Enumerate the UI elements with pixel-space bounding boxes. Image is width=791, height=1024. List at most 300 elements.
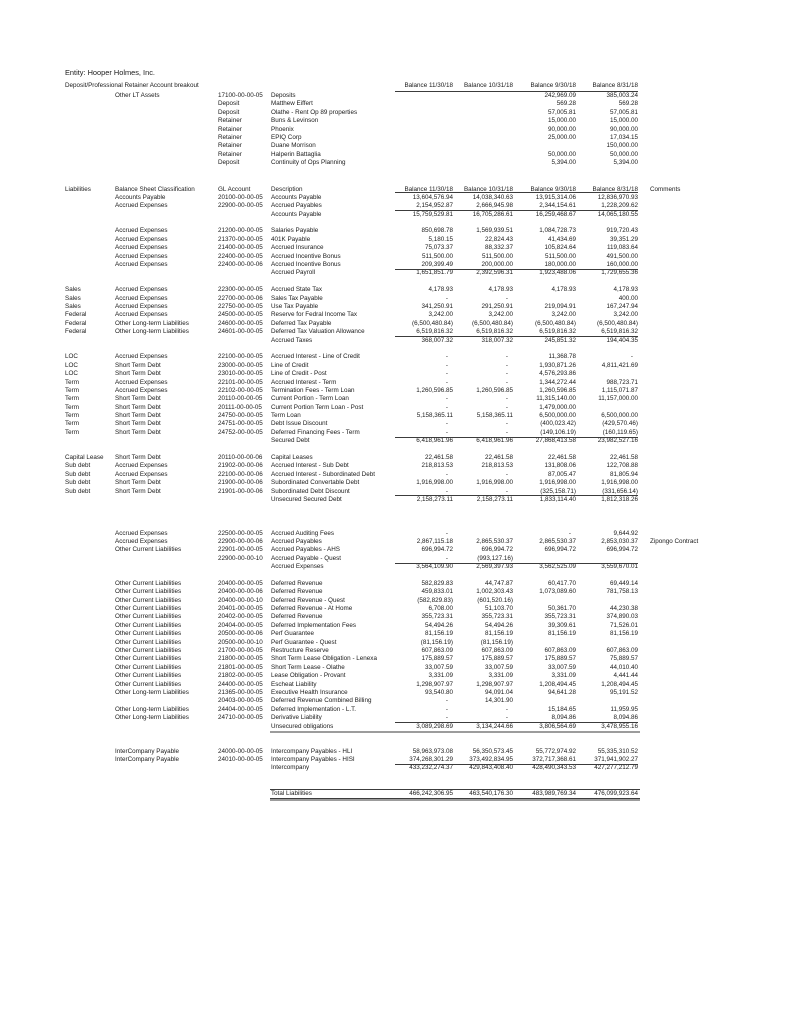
balance-cell: 1,260,596.85 bbox=[539, 386, 576, 394]
table-row bbox=[0, 655, 791, 663]
balance-cell: 119,083.64 bbox=[606, 244, 638, 252]
balance-cell: 511,500.00 bbox=[421, 252, 453, 260]
balance-cell: - bbox=[505, 420, 508, 428]
subtotal-rule bbox=[395, 563, 638, 564]
balance-cell: 696,994.72 bbox=[544, 546, 576, 554]
description-cell: Perf Guarantee bbox=[271, 630, 315, 638]
balance-cell: 2,158,273.11 bbox=[476, 495, 513, 503]
description-cell: Total Liabilities bbox=[271, 789, 312, 797]
balance-cell: (81,156.19) bbox=[420, 638, 453, 646]
spacer-row bbox=[0, 278, 791, 286]
balance-cell: 81,156.19 bbox=[424, 630, 453, 638]
balance-cell: 15,000.00 bbox=[609, 117, 638, 125]
gl-account-cell: Deposit bbox=[218, 159, 240, 167]
gl-account-cell: 24400-00-00-05 bbox=[218, 680, 263, 688]
balance-cell: 1,344,272.44 bbox=[539, 378, 576, 386]
classification-cell: Other Current Liabilities bbox=[115, 655, 182, 663]
table-row bbox=[0, 647, 791, 655]
description-cell: Current Portion Term Loan - Post bbox=[271, 403, 364, 411]
row-margin-label: LOC bbox=[65, 353, 78, 361]
balance-cell: 1,208,494.45 bbox=[539, 680, 576, 688]
balance-cell: 4,811,421.69 bbox=[601, 361, 638, 369]
balance-cell: 90,000.00 bbox=[609, 125, 638, 133]
table-row bbox=[0, 227, 791, 235]
balance-cell: 2,344,154.61 bbox=[539, 202, 576, 210]
balance-cell: 3,242.00 bbox=[613, 311, 638, 319]
table-row bbox=[0, 689, 791, 697]
table-row bbox=[0, 530, 791, 538]
balance-cell: 15,000.00 bbox=[547, 117, 576, 125]
balance-cell: 1,260,596.85 bbox=[416, 386, 453, 394]
row-margin-label: Federal bbox=[65, 328, 87, 336]
balance-cell: 2,666,945.98 bbox=[476, 202, 513, 210]
balance-cell: 160,000.00 bbox=[606, 261, 638, 269]
table-row bbox=[0, 462, 791, 470]
row-margin-label: Term bbox=[65, 395, 79, 403]
balance-cell: 607,863.09 bbox=[544, 647, 576, 654]
balance-cell: 3,242.00 bbox=[488, 311, 513, 319]
balance-cell: 5,158,365.11 bbox=[476, 412, 513, 420]
spacer-row bbox=[0, 219, 791, 227]
description-cell: Subordinated Convertable Debt bbox=[271, 479, 360, 487]
description-cell: Deferred Revenue Combined Billing bbox=[271, 697, 372, 705]
balance-cell: 11,157,000.00 bbox=[598, 395, 638, 403]
balance-cell: - bbox=[505, 714, 508, 722]
balance-cell: 209,399.49 bbox=[421, 261, 453, 269]
balance-cell: 427,277,212.79 bbox=[594, 764, 638, 772]
balance-cell: - bbox=[445, 395, 448, 403]
balance-cell: 44,230.38 bbox=[609, 605, 638, 613]
balance-cell: 373,492,834.95 bbox=[469, 756, 513, 764]
description-cell: EPIQ Corp bbox=[271, 133, 302, 141]
balance-cell: 41,434.69 bbox=[547, 235, 576, 243]
balance-cell: 607,863.09 bbox=[481, 647, 513, 654]
balance-header-1: Balance 11/30/18 bbox=[404, 82, 453, 89]
balance-cell: 150,000.00 bbox=[606, 142, 638, 150]
gl-account-cell: 24600-00-00-05 bbox=[218, 319, 263, 327]
balance-cell: 219,094.91 bbox=[544, 302, 576, 310]
description-cell: Accrued Payables bbox=[271, 202, 322, 210]
balance-cell: 3,242.00 bbox=[551, 311, 576, 319]
balance-cell: 3,559,670.01 bbox=[601, 563, 638, 571]
balance-cell: 3,564,109.90 bbox=[416, 563, 453, 571]
table-row bbox=[0, 471, 791, 479]
balance-cell: 355,723.31 bbox=[544, 613, 576, 621]
gl-account-cell: 22400-00-00-06 bbox=[218, 261, 263, 269]
gl-account-cell: 20100-00-00-05 bbox=[218, 193, 263, 201]
description-cell: Accrued Payables bbox=[271, 537, 322, 545]
balance-cell: 167,247.94 bbox=[606, 302, 638, 310]
balance-cell: (400,023.42) bbox=[540, 420, 576, 428]
gl-account-cell: 22400-00-00-05 bbox=[218, 252, 263, 260]
table-row bbox=[0, 362, 791, 370]
classification-cell: InterCompany Payable bbox=[115, 747, 180, 755]
gl-account-cell: 22700-00-00-06 bbox=[218, 294, 263, 302]
balance-cell: 511,500.00 bbox=[544, 252, 576, 260]
description-cell: Subordinated Debt Discount bbox=[271, 487, 350, 495]
comments-header: Comments bbox=[650, 185, 681, 193]
deposits-table bbox=[0, 92, 791, 168]
balance-cell: 291,250.91 bbox=[481, 302, 513, 310]
description-cell: Duane Morrison bbox=[271, 142, 316, 150]
subtotal-rule bbox=[395, 210, 638, 211]
balance-cell: 1,084,728.73 bbox=[539, 227, 576, 235]
spacer-row bbox=[0, 773, 791, 781]
table-row bbox=[0, 109, 791, 117]
balance-cell: 1,651,851.79 bbox=[416, 269, 453, 277]
balance-cell: 14,065,180.55 bbox=[597, 210, 638, 218]
description-cell: Deferred Implementation - L.T. bbox=[271, 705, 357, 713]
balance-cell: 5,394.00 bbox=[551, 159, 576, 167]
classification-cell: Accrued Expenses bbox=[115, 537, 168, 545]
balance-cell: 9,644.92 bbox=[613, 529, 638, 537]
description-cell: Deferred Tax Valuation Allowance bbox=[271, 328, 365, 336]
subtotal-rule bbox=[395, 764, 638, 765]
classification-cell: Other Current Liabilities bbox=[115, 647, 182, 654]
classification-cell: Short Term Debt bbox=[115, 395, 161, 403]
classification-cell: Accrued Expenses bbox=[115, 378, 168, 386]
gl-account-cell: 24500-00-00-05 bbox=[218, 311, 263, 319]
gl-account-cell: Deposit bbox=[218, 100, 240, 108]
gl-account-cell: 22100-00-00-05 bbox=[218, 353, 263, 361]
balance-cell: 1,298,907.97 bbox=[476, 680, 513, 688]
classification-cell: Other LT Assets bbox=[115, 92, 160, 99]
table-row bbox=[0, 117, 791, 125]
spacer-row bbox=[0, 521, 791, 529]
description-cell: Capital Leases bbox=[271, 454, 313, 462]
balance-cell: 81,156.19 bbox=[609, 630, 638, 638]
table-row bbox=[0, 395, 791, 403]
balance-cell: 55,772,974.92 bbox=[535, 747, 576, 755]
description-cell: Accrued Payable - Quest bbox=[271, 554, 342, 562]
description-cell: Salaries Payable bbox=[271, 227, 319, 235]
classification-cell: Short Term Debt bbox=[115, 428, 161, 436]
balance-cell: 1,298,907.97 bbox=[416, 680, 453, 688]
gl-account-cell: 20111-00-00-05 bbox=[218, 403, 262, 411]
classification-cell: Short Term Debt bbox=[115, 403, 161, 411]
balance-cell: 55,335,310.52 bbox=[597, 747, 638, 755]
row-margin-label: LOC bbox=[65, 361, 78, 369]
balance-cell: 131,808.06 bbox=[544, 462, 576, 470]
table-row bbox=[0, 748, 791, 756]
balance-header-2: Balance 10/31/18 bbox=[463, 82, 513, 89]
balance-cell: (6,500,480.84) bbox=[597, 319, 638, 327]
table-row bbox=[0, 134, 791, 142]
classification-cell: Accrued Expenses bbox=[115, 353, 168, 361]
balance-cell: 6,519,816.32 bbox=[416, 328, 453, 336]
balance-cell: 2,154,952.87 bbox=[416, 202, 453, 210]
description-cell: Sales Tax Payable bbox=[271, 294, 323, 302]
table-row bbox=[0, 92, 791, 100]
balance-cell: 33,007.59 bbox=[424, 663, 453, 671]
gl-account-cell: 21800-00-00-05 bbox=[218, 655, 263, 663]
description-cell: Term Loan bbox=[271, 412, 301, 420]
balance-cell: 242,969.09 bbox=[544, 92, 576, 99]
balance-cell: 6,519,816.32 bbox=[539, 328, 576, 336]
balance-cell: 1,916,998.00 bbox=[416, 479, 453, 487]
gl-account-cell: 21700-00-00-05 bbox=[218, 647, 263, 654]
classification-cell: Short Term Debt bbox=[115, 454, 161, 462]
description-cell: Matthew Eiffert bbox=[271, 100, 313, 108]
description-cell: Deferred Implementation Fees bbox=[271, 621, 357, 629]
balance-cell: 1,073,089.60 bbox=[539, 588, 576, 596]
balance-cell: 3,089,298.69 bbox=[416, 722, 453, 730]
liabilities-table bbox=[0, 194, 791, 798]
balance-cell: 476,099,923.64 bbox=[594, 789, 638, 797]
balance-cell: 919,720.43 bbox=[606, 227, 638, 235]
deposits-section-title: Deposit/Professional Retainer Account breakout bbox=[65, 82, 199, 89]
classification-cell: Accrued Expenses bbox=[115, 462, 168, 470]
report-content bbox=[0, 66, 791, 798]
balance-cell: 1,260,596.85 bbox=[476, 386, 513, 394]
gl-account-cell: 21400-00-00-05 bbox=[218, 244, 263, 252]
classification-cell: Accrued Expenses bbox=[115, 470, 168, 478]
classification-cell: Other Long-term Liabilities bbox=[115, 319, 189, 327]
balance-cell: 850,698.78 bbox=[421, 227, 453, 235]
balance-cell: 5,180.15 bbox=[428, 235, 453, 243]
table-row bbox=[0, 622, 791, 630]
balance-header-4: Balance 8/31/18 bbox=[592, 82, 638, 89]
balance-cell: - bbox=[505, 403, 508, 411]
row-margin-label: Term bbox=[65, 386, 79, 394]
balance-cell: (81,156.19) bbox=[480, 638, 513, 646]
row-margin-label: LOC bbox=[65, 370, 78, 378]
classification-cell: Short Term Debt bbox=[115, 412, 161, 420]
description-cell: Debt Issue Discount bbox=[271, 420, 328, 428]
description-cell: Deferred Revenue - At Home bbox=[271, 605, 353, 613]
subtotal-row bbox=[0, 563, 791, 571]
balance-cell: 81,156.19 bbox=[484, 630, 513, 638]
gl-account-cell: 22750-00-00-05 bbox=[218, 302, 263, 310]
description-cell: Halperin Battaglia bbox=[271, 150, 321, 158]
balance-cell: 13,604,576.94 bbox=[412, 193, 453, 201]
balance-cell: 491,500.00 bbox=[606, 252, 638, 260]
balance-cell: 368,007.32 bbox=[421, 336, 453, 344]
balance-cell: 511,500.00 bbox=[481, 252, 513, 260]
balance-cell: 1,002,303.43 bbox=[476, 588, 513, 596]
gl-account-cell: 23010-00-00-05 bbox=[218, 370, 263, 378]
subtotal-row bbox=[0, 764, 791, 772]
spacer-row bbox=[0, 731, 791, 739]
gl-account-cell: 21802-00-00-05 bbox=[218, 672, 263, 680]
classification-cell: Other Current Liabilities bbox=[115, 579, 182, 587]
gl-account-cell: 22901-00-00-05 bbox=[218, 546, 263, 554]
balance-cell: 93,540.80 bbox=[424, 688, 453, 696]
subtotal-rule bbox=[395, 722, 638, 723]
classification-cell: Other Current Liabilities bbox=[115, 630, 182, 638]
balance-cell: 50,000.00 bbox=[547, 150, 576, 158]
balance-header-3: Balance 9/30/18 bbox=[530, 185, 576, 193]
balance-cell: 1,916,998.00 bbox=[601, 479, 638, 487]
classification-cell: Other Current Liabilities bbox=[115, 621, 182, 629]
gl-account-cell: 24404-00-00-05 bbox=[218, 705, 263, 713]
classification-cell: Accrued Expenses bbox=[115, 227, 168, 235]
subtotal-row bbox=[0, 437, 791, 445]
table-row bbox=[0, 613, 791, 621]
balance-cell: 6,418,961.96 bbox=[476, 437, 513, 445]
spacer-row bbox=[0, 446, 791, 454]
balance-cell: (601,520.16) bbox=[477, 596, 513, 604]
description-cell: Current Portion - Term Loan bbox=[271, 395, 349, 403]
balance-cell: 14,301.90 bbox=[484, 697, 513, 705]
balance-cell: 22,461.58 bbox=[609, 454, 638, 462]
balance-cell: 33,007.59 bbox=[547, 663, 576, 671]
classification-cell: Other Long-term Liabilities bbox=[115, 688, 189, 696]
balance-header-4: Balance 8/31/18 bbox=[592, 185, 638, 193]
description-cell: Line of Credit bbox=[271, 361, 309, 369]
balance-cell: - bbox=[445, 420, 448, 428]
balance-cell: 200,000.00 bbox=[481, 261, 513, 269]
subtotal-rule bbox=[395, 437, 638, 438]
subtotal-rule bbox=[395, 336, 638, 337]
subtotal-rule bbox=[395, 495, 638, 496]
classification-cell: Accrued Expenses bbox=[115, 386, 168, 394]
balance-cell: - bbox=[445, 554, 448, 562]
description-cell: Olathe - Rent Op 89 properties bbox=[271, 108, 358, 116]
balance-cell: (6,500,480.84) bbox=[535, 319, 576, 327]
description-cell: Termination Fees - Term Loan bbox=[271, 386, 355, 394]
balance-cell: 44,010.40 bbox=[609, 663, 638, 671]
balance-cell: 58,963,973.08 bbox=[412, 747, 453, 755]
row-margin-label: Term bbox=[65, 378, 79, 386]
gl-account-cell: Retainer bbox=[218, 133, 242, 141]
balance-cell: (325,158.71) bbox=[540, 487, 576, 495]
description-cell: Accrued Taxes bbox=[271, 336, 313, 344]
balance-cell: 57,005.81 bbox=[547, 108, 576, 116]
comment-cell: Zipongo Contract bbox=[650, 537, 699, 545]
classification-cell: Accrued Expenses bbox=[115, 302, 168, 310]
balance-cell: 180,000.00 bbox=[544, 261, 576, 269]
balance-cell: 433,232,274.37 bbox=[409, 764, 453, 772]
spacer-row bbox=[0, 739, 791, 747]
balance-cell: 4,178.93 bbox=[488, 286, 513, 294]
balance-cell: 2,865,530.37 bbox=[539, 537, 576, 545]
balance-cell: 1,923,488.06 bbox=[539, 269, 576, 277]
balance-cell: 16,259,468.67 bbox=[535, 210, 576, 218]
balance-cell: 75,073.37 bbox=[424, 244, 453, 252]
table-row bbox=[0, 546, 791, 554]
balance-cell: 12,836,970.93 bbox=[597, 193, 638, 201]
balance-cell: (993,127.16) bbox=[477, 554, 513, 562]
balance-cell: 57,005.81 bbox=[609, 108, 638, 116]
description-cell: Deferred Financing Fees - Term bbox=[271, 428, 360, 436]
balance-cell: 1,812,318.26 bbox=[601, 495, 638, 503]
description-cell: Secured Debt bbox=[271, 437, 310, 445]
balance-cell: 428,490,343.53 bbox=[532, 764, 576, 772]
classification-cell: Other Current Liabilities bbox=[115, 546, 182, 554]
balance-cell: 2,158,273.11 bbox=[416, 495, 453, 503]
classification-cell: Other Current Liabilities bbox=[115, 613, 182, 621]
description-cell: Accrued Interest - Sub Debt bbox=[271, 462, 349, 470]
table-row bbox=[0, 706, 791, 714]
balance-cell: 1,569,939.51 bbox=[476, 227, 513, 235]
gl-account-cell: 24750-00-00-05 bbox=[218, 412, 263, 420]
row-margin-label: Sub debt bbox=[65, 462, 91, 470]
balance-header-2: Balance 10/31/18 bbox=[463, 185, 513, 193]
balance-cell: 607,863.09 bbox=[421, 647, 453, 654]
balance-cell: 50,361.70 bbox=[547, 605, 576, 613]
classification-cell: Other Long-term Liabilities bbox=[115, 705, 189, 713]
balance-cell: 569.28 bbox=[618, 100, 638, 108]
table-row bbox=[0, 100, 791, 108]
balance-cell: (149,106.19) bbox=[540, 428, 576, 436]
table-row bbox=[0, 353, 791, 361]
gl-account-cell: 24601-00-00-05 bbox=[218, 328, 263, 336]
gl-account-cell: 22100-00-00-06 bbox=[218, 470, 263, 478]
classification-cell: Accrued Expenses bbox=[115, 529, 168, 537]
description-cell: Intercompany bbox=[271, 764, 310, 772]
description-cell: Executive Health Insurance bbox=[271, 688, 348, 696]
gl-account-cell: 17100-00-00-05 bbox=[218, 92, 263, 99]
balance-cell: (331,656.14) bbox=[602, 487, 638, 495]
balance-cell: 88,332.37 bbox=[484, 244, 513, 252]
gl-account-cell: 24751-00-00-05 bbox=[218, 420, 263, 428]
liabilities-header-row bbox=[0, 186, 791, 194]
gl-account-header: GL Account bbox=[218, 185, 251, 193]
table-row bbox=[0, 387, 791, 395]
gl-account-cell: 20401-00-00-05 bbox=[218, 605, 263, 613]
balance-cell: 11,315,140.00 bbox=[536, 395, 576, 403]
table-row bbox=[0, 672, 791, 680]
table-row bbox=[0, 244, 791, 252]
classification-cell: Other Current Liabilities bbox=[115, 605, 182, 613]
gl-account-cell: 20110-00-00-06 bbox=[218, 454, 263, 462]
balance-cell: 5,394.00 bbox=[613, 159, 638, 167]
balance-cell: - bbox=[505, 428, 508, 436]
table-row bbox=[0, 479, 791, 487]
balance-cell: 56,350,573.45 bbox=[472, 747, 513, 755]
gl-account-cell: 21365-00-00-05 bbox=[218, 688, 263, 696]
table-row bbox=[0, 286, 791, 294]
balance-cell: 1,930,871.26 bbox=[539, 361, 576, 369]
balance-cell: 17,034.15 bbox=[609, 133, 638, 141]
table-row bbox=[0, 630, 791, 638]
balance-cell: - bbox=[445, 294, 448, 302]
balance-cell: (6,500,480.84) bbox=[472, 319, 513, 327]
gl-account-cell: 21801-00-00-05 bbox=[218, 663, 263, 671]
classification-cell: Other Long-term Liabilities bbox=[115, 328, 189, 336]
table-row bbox=[0, 580, 791, 588]
balance-cell: - bbox=[445, 705, 448, 713]
balance-cell: 94,641.28 bbox=[547, 688, 576, 696]
deposits-header-row bbox=[0, 79, 791, 92]
balance-cell: 6,418,961.96 bbox=[416, 437, 453, 445]
classification-cell: Accrued Expenses bbox=[115, 202, 168, 210]
balance-cell: 245,851.32 bbox=[544, 336, 576, 344]
table-row bbox=[0, 697, 791, 705]
table-row bbox=[0, 420, 791, 428]
balance-cell: 4,178.93 bbox=[613, 286, 638, 294]
balance-cell: 175,889.57 bbox=[421, 655, 453, 663]
balance-cell: 374,890.03 bbox=[606, 613, 638, 621]
balance-cell: 22,824.43 bbox=[484, 235, 513, 243]
balance-cell: 51,103.70 bbox=[484, 605, 513, 613]
balance-cell: - bbox=[445, 529, 448, 537]
gl-account-cell: Retainer bbox=[218, 142, 242, 150]
description-cell: Perf Guarantee - Quest bbox=[271, 638, 337, 646]
gl-account-cell: 22900-00-00-05 bbox=[218, 202, 263, 210]
balance-cell: 8,094.86 bbox=[551, 714, 576, 722]
total-rule-top bbox=[270, 789, 640, 790]
balance-cell: 483,989,769.34 bbox=[532, 789, 576, 797]
balance-cell: - bbox=[505, 353, 508, 361]
balance-cell: - bbox=[505, 470, 508, 478]
balance-cell: 355,723.31 bbox=[481, 613, 513, 621]
balance-cell: 374,268,301.29 bbox=[409, 756, 453, 764]
description-cell: Reserve for Fedral Income Tax bbox=[271, 311, 357, 319]
balance-cell: 11,959.95 bbox=[610, 705, 638, 713]
gl-account-cell: 20402-00-00-05 bbox=[218, 613, 263, 621]
